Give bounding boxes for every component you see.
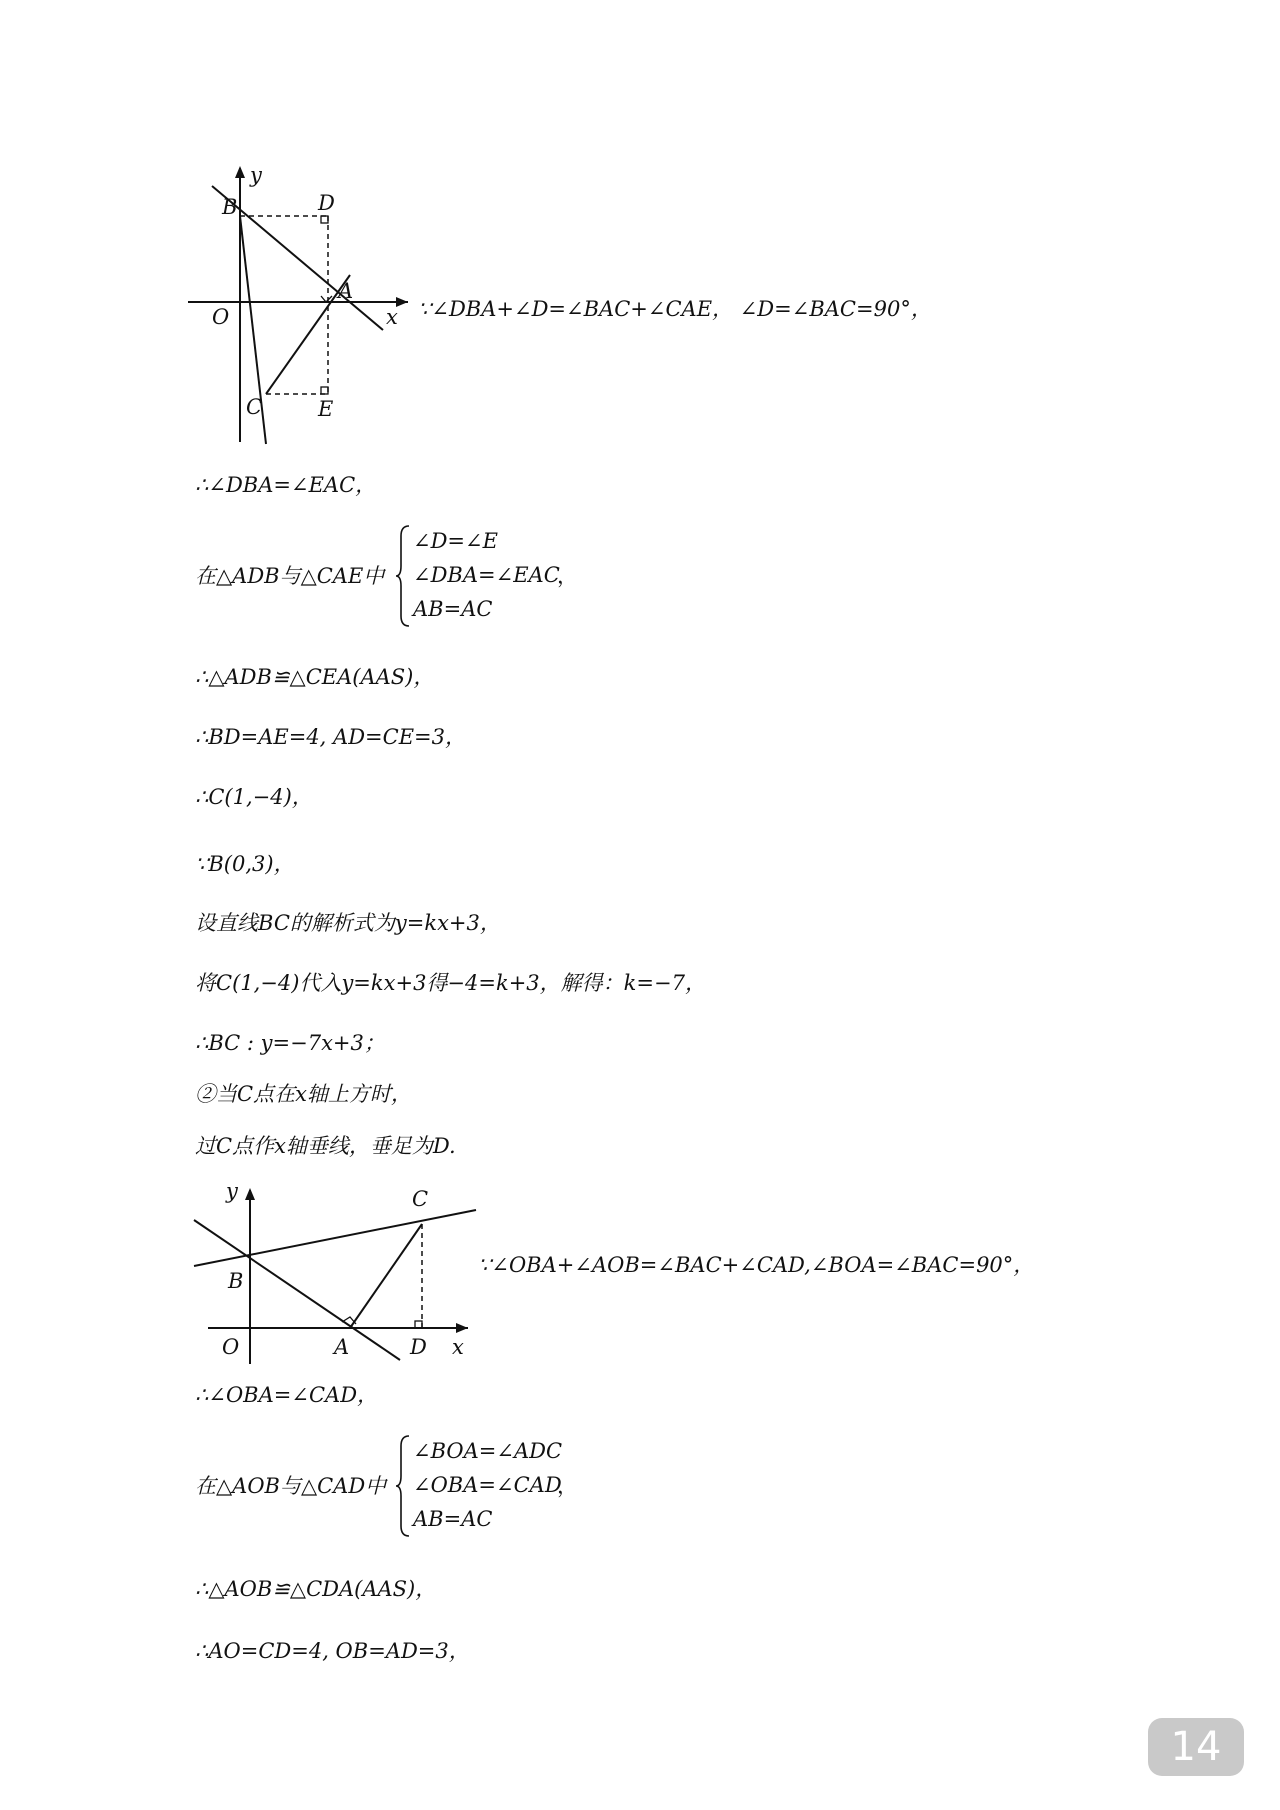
- figure-2-diagram: [190, 1176, 480, 1366]
- label-y: y: [226, 1179, 238, 1203]
- system-2-row: AB=AC: [413, 1507, 493, 1531]
- label-a: A: [334, 1335, 350, 1359]
- system-1-rows: [413, 524, 560, 626]
- line-case-2: ②当C点在x轴上方时，: [195, 1082, 412, 1106]
- label-d: D: [318, 191, 335, 215]
- line-perpendicular: 过C点作x轴垂线，垂足为D.: [195, 1134, 456, 1158]
- system-1-row: ∠D=∠E: [413, 529, 498, 553]
- label-x: x: [452, 1335, 464, 1359]
- right-angle-d: [321, 216, 328, 223]
- figure-1-side-text: ∵∠DBA+∠D=∠BAC+∠CAE， ∠D=∠BAC=90°，: [418, 297, 932, 321]
- line-set-bc: 设直线BC的解析式为y=kx+3，: [195, 911, 501, 935]
- line-point-c: ∴C(1,−4)，: [195, 785, 313, 809]
- y-axis-arrow: [245, 1188, 255, 1200]
- label-b: B: [222, 195, 238, 219]
- right-angle-e: [321, 387, 328, 394]
- system-2-suffix: ，: [557, 1474, 578, 1498]
- line-oba-cad: ∴∠OBA=∠CAD，: [195, 1383, 379, 1407]
- line-bd-ae: ∴BD=AE=4, AD=CE=3，: [195, 725, 466, 749]
- line-ab: [212, 186, 383, 330]
- system-2-prefix: 在△AOB与△CAD中: [195, 1474, 387, 1498]
- line-bc-result: ∴BC : y=−7x+3；: [195, 1031, 385, 1055]
- figure-2: [190, 1176, 480, 1366]
- figure-1: [188, 162, 428, 458]
- line-congruence-1: ∴△ADB≌△CEA(AAS)，: [195, 665, 435, 689]
- label-c: C: [412, 1187, 429, 1211]
- brace-2: [395, 1434, 411, 1538]
- system-1-prefix: 在△ADB与△CAE中: [195, 564, 385, 588]
- system-2-rows: [413, 1434, 562, 1536]
- system-1-row: AB=AC: [413, 597, 493, 621]
- y-axis-arrow: [235, 166, 245, 178]
- right-angle-d: [415, 1321, 422, 1328]
- label-b: B: [228, 1269, 244, 1293]
- system-1-row: ∠DBA=∠EAC: [413, 563, 560, 587]
- system-1-suffix: ，: [557, 564, 578, 588]
- system-2-row: ∠OBA=∠CAD: [413, 1473, 562, 1497]
- line-solve-k: 将C(1,−4)代入y=kx+3得−4=k+3，解得：k=−7，: [195, 971, 706, 995]
- figure-2-side-text: ∵∠OBA+∠AOB=∠BAC+∠CAD,∠BOA=∠BAC=90°，: [478, 1253, 1035, 1277]
- line-congruence-2: ∴△AOB≌△CDA(AAS)，: [195, 1577, 437, 1601]
- figure-1-diagram: [188, 162, 428, 458]
- line-ao-cd: ∴AO=CD=4, OB=AD=3，: [195, 1639, 470, 1663]
- line-dba-eac: ∴∠DBA=∠EAC，: [195, 473, 377, 497]
- label-y: y: [250, 163, 262, 187]
- line-bc: [194, 1210, 476, 1266]
- label-c: C: [246, 395, 263, 419]
- label-o: O: [212, 305, 230, 329]
- label-d: D: [410, 1335, 427, 1359]
- label-o: O: [222, 1335, 240, 1359]
- line-point-b: ∵B(0,3)，: [195, 852, 295, 876]
- system-2-row: ∠BOA=∠ADC: [413, 1439, 563, 1463]
- page-number-badge: 14: [1148, 1718, 1244, 1776]
- brace-1: [395, 524, 411, 628]
- label-e: E: [318, 397, 334, 421]
- x-axis-arrow: [456, 1323, 468, 1333]
- label-a: A: [338, 279, 354, 303]
- segment-ac: [350, 1224, 422, 1328]
- label-x: x: [386, 305, 398, 329]
